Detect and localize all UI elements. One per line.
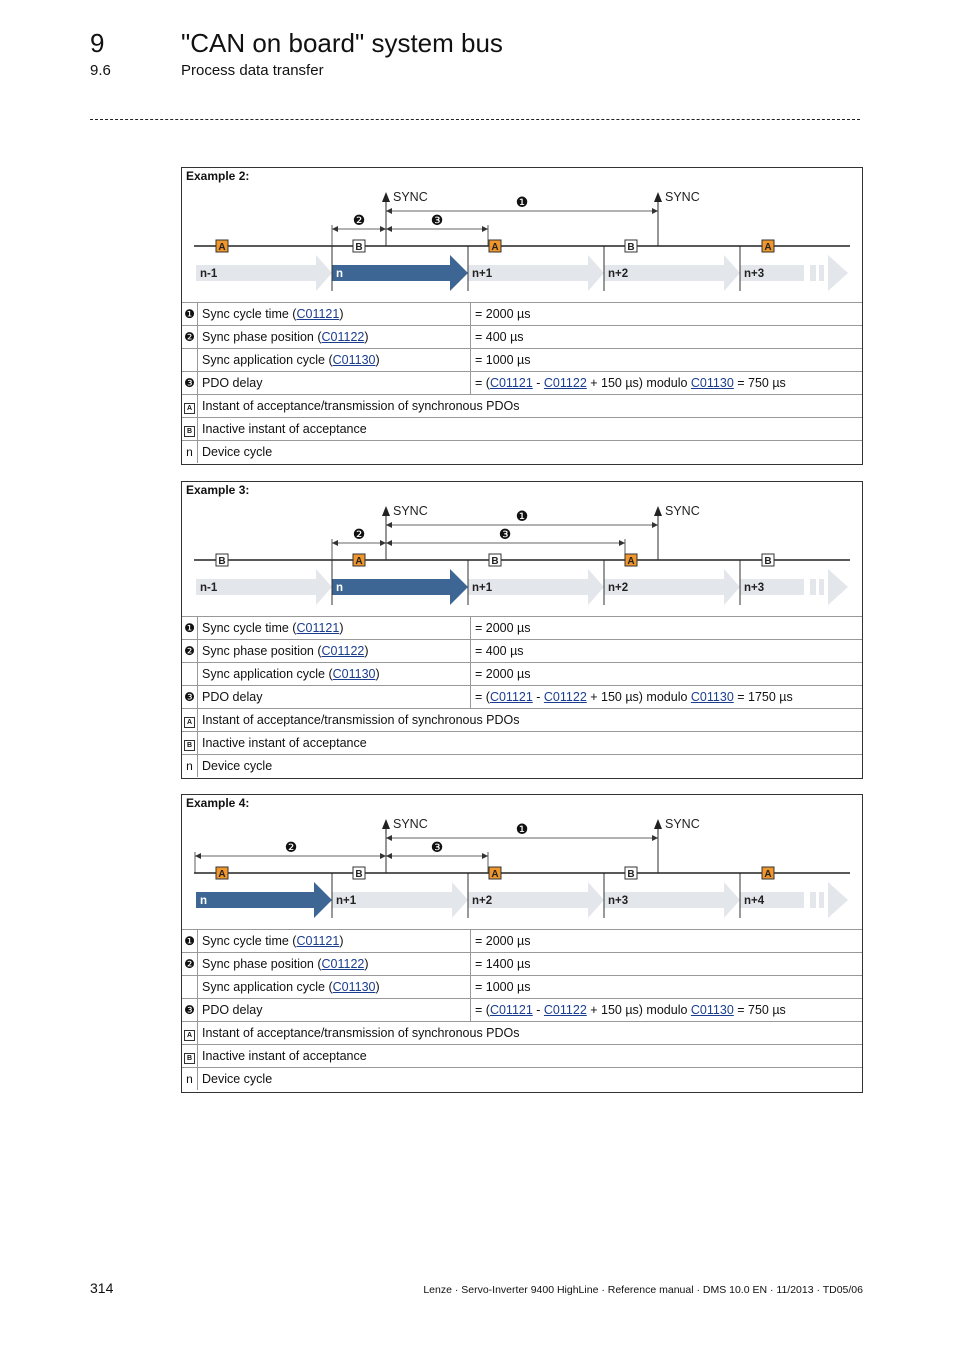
row-symbol <box>182 999 198 1022</box>
row-value <box>471 349 863 372</box>
table-row <box>182 976 862 999</box>
row-description <box>198 732 863 755</box>
table-row <box>182 617 862 640</box>
description-suffix: ) <box>364 644 369 658</box>
row-description <box>198 953 471 976</box>
row-description <box>198 930 471 953</box>
dimension-symbol: ❸ <box>498 526 512 542</box>
pdo-delay-result: = 750 µs <box>733 1003 786 1017</box>
description-text: Device cycle <box>202 1072 273 1086</box>
table-row <box>182 326 862 349</box>
example-title: Example 2: <box>186 169 250 183</box>
description-text: Inactive instant of acceptance <box>202 736 367 750</box>
row-description <box>198 999 471 1022</box>
formula-text: + 150 µs) modulo <box>586 1003 691 1017</box>
code-link[interactable]: C01121 <box>489 376 533 390</box>
row-description <box>198 441 863 464</box>
description-text: Sync cycle time ( <box>202 621 297 635</box>
timing-diagram <box>182 168 862 302</box>
row-value <box>471 640 863 663</box>
row-description <box>198 418 863 441</box>
row-description <box>198 1045 863 1068</box>
cycle-arrow-head <box>828 255 848 291</box>
row-symbol <box>182 976 198 999</box>
row-symbol <box>182 1022 198 1045</box>
code-link[interactable]: C01121 <box>296 934 340 948</box>
row-symbol <box>182 617 198 640</box>
value-text: = 400 µs <box>475 330 524 344</box>
description-text: Sync phase position ( <box>202 644 322 658</box>
row-description <box>198 1068 863 1091</box>
table-row <box>182 395 862 418</box>
row-symbol <box>182 640 198 663</box>
cycle-arrow-head <box>828 569 848 605</box>
description-text: Device cycle <box>202 445 273 459</box>
cycle-arrow-dash <box>810 265 816 281</box>
cycle-arrow-dash <box>819 265 824 281</box>
code-link[interactable]: C01130 <box>690 1003 734 1017</box>
sync-label: SYNC <box>665 190 700 204</box>
row-description <box>198 1022 863 1045</box>
code-link[interactable]: C01121 <box>296 307 340 321</box>
row-description <box>198 372 471 395</box>
marker-label: B <box>355 869 363 880</box>
example-title: Example 4: <box>186 796 250 810</box>
row-symbol <box>182 755 198 778</box>
cycle-label: n+1 <box>472 268 493 280</box>
row-description <box>198 755 863 778</box>
marker-label: A <box>218 242 226 253</box>
marker-label: A <box>627 556 635 567</box>
cycle-label: n+1 <box>472 582 493 594</box>
cycle-label: n+2 <box>608 582 629 594</box>
cycle-label: n+1 <box>336 895 357 907</box>
code-link[interactable]: C01130 <box>690 690 734 704</box>
table-row <box>182 953 862 976</box>
table-row <box>182 1068 862 1091</box>
sync-arrow-icon <box>654 192 662 202</box>
row-symbol <box>182 953 198 976</box>
code-link[interactable]: C01122 <box>321 330 365 344</box>
marker-label: B <box>491 556 499 567</box>
row-description <box>198 395 863 418</box>
table-row <box>182 999 862 1022</box>
sync-label: SYNC <box>665 504 700 518</box>
table-row <box>182 732 862 755</box>
description-text: Inactive instant of acceptance <box>202 422 367 436</box>
row-symbol-text: ❶ <box>184 307 195 321</box>
sync-arrow-icon <box>382 819 390 829</box>
active-cycle-arrow <box>332 255 468 291</box>
table-row <box>182 1045 862 1068</box>
description-text: PDO delay <box>202 690 263 704</box>
row-value <box>471 303 863 326</box>
description-suffix: ) <box>364 330 369 344</box>
row-symbol-text: ❶ <box>184 934 195 948</box>
row-symbol-text: ❸ <box>184 1003 195 1017</box>
formula-text: - <box>532 1003 544 1017</box>
formula-text: + 150 µs) modulo <box>586 690 691 704</box>
code-link[interactable]: C01121 <box>489 1003 533 1017</box>
code-link[interactable]: C01122 <box>543 1003 587 1017</box>
row-symbol <box>182 372 198 395</box>
formula-text: = ( <box>475 690 490 704</box>
value-text: = 1000 µs <box>475 980 531 994</box>
description-suffix: ) <box>375 667 380 681</box>
row-symbol <box>182 709 198 732</box>
cycle-label: n+2 <box>608 268 629 280</box>
dimension-symbol: ❷ <box>284 839 298 855</box>
row-symbol <box>182 418 198 441</box>
sync-arrow-icon <box>654 506 662 516</box>
row-symbol <box>182 326 198 349</box>
row-symbol-text: ❸ <box>184 376 195 390</box>
description-text: Sync application cycle ( <box>202 980 333 994</box>
footer-text: Lenze · Servo-Inverter 9400 HighLine · Reference manual · DMS 10.0 EN · 11/2013 · TD05/06 <box>423 1284 863 1296</box>
code-link[interactable]: C01130 <box>332 980 376 994</box>
value-text: = 400 µs <box>475 644 524 658</box>
cycle-label: n+4 <box>744 895 765 907</box>
example-box <box>181 794 863 1093</box>
formula-text: - <box>532 690 544 704</box>
active-cycle-arrow <box>196 882 332 918</box>
marker-label: B <box>627 869 635 880</box>
row-symbol <box>182 930 198 953</box>
legend-table <box>182 616 862 777</box>
cycle-arrow-dash <box>810 579 816 595</box>
row-description <box>198 617 471 640</box>
code-link[interactable]: C01122 <box>321 957 365 971</box>
description-text: PDO delay <box>202 376 263 390</box>
row-value <box>471 999 863 1022</box>
marker-box-icon: A <box>184 1030 195 1041</box>
active-cycle-arrow <box>332 569 468 605</box>
marker-box-icon: A <box>184 717 195 728</box>
code-link[interactable]: C01130 <box>332 353 376 367</box>
row-description <box>198 326 471 349</box>
table-row <box>182 303 862 326</box>
chapter-number: 9 <box>90 28 105 58</box>
row-symbol-text: n <box>186 445 193 459</box>
sync-label: SYNC <box>393 190 428 204</box>
section-title: Process data transfer <box>181 62 324 79</box>
row-value <box>471 686 863 709</box>
marker-box-icon: B <box>184 426 195 437</box>
description-text: Sync cycle time ( <box>202 307 297 321</box>
page-number: 314 <box>90 1280 114 1296</box>
row-symbol <box>182 686 198 709</box>
row-value <box>471 663 863 686</box>
example-box <box>181 481 863 779</box>
row-symbol-text: ❸ <box>184 690 195 704</box>
row-value <box>471 976 863 999</box>
timing-diagram <box>182 795 862 929</box>
description-suffix: ) <box>364 957 369 971</box>
chapter-title: "CAN on board" system bus <box>181 28 503 58</box>
description-text: Instant of acceptance/transmission of synchronous PDOs <box>202 1026 520 1040</box>
row-symbol <box>182 441 198 464</box>
pdo-delay-result: = 750 µs <box>733 376 786 390</box>
row-symbol-text: n <box>186 1072 193 1086</box>
cycle-arrow-dash <box>810 892 816 908</box>
value-text: = 1400 µs <box>475 957 531 971</box>
description-suffix: ) <box>339 621 344 635</box>
description-text: Instant of acceptance/transmission of synchronous PDOs <box>202 713 520 727</box>
dimension-symbol: ❶ <box>515 508 529 524</box>
row-value <box>471 953 863 976</box>
table-row <box>182 930 862 953</box>
header-divider <box>90 119 860 120</box>
row-value <box>471 326 863 349</box>
marker-label: B <box>627 242 635 253</box>
row-description <box>198 709 863 732</box>
row-symbol <box>182 395 198 418</box>
cycle-label: n+3 <box>744 582 765 594</box>
marker-label: B <box>218 556 226 567</box>
marker-box-icon: A <box>184 403 195 414</box>
description-suffix: ) <box>375 353 380 367</box>
row-symbol-text: n <box>186 759 193 773</box>
cycle-arrow-head <box>828 882 848 918</box>
marker-label: A <box>355 556 363 567</box>
row-symbol-text: ❷ <box>184 330 195 344</box>
row-value <box>471 372 863 395</box>
description-text: Sync phase position ( <box>202 330 322 344</box>
description-text: Sync phase position ( <box>202 957 322 971</box>
code-link[interactable]: C01130 <box>690 376 734 390</box>
sync-arrow-icon <box>382 506 390 516</box>
timing-diagram <box>182 482 862 616</box>
marker-label: B <box>355 242 363 253</box>
description-text: Device cycle <box>202 759 273 773</box>
marker-box-icon: B <box>184 1053 195 1064</box>
row-value <box>471 930 863 953</box>
description-suffix: ) <box>375 980 380 994</box>
cycle-label: n <box>200 895 208 907</box>
description-text: Sync cycle time ( <box>202 934 297 948</box>
row-description <box>198 663 471 686</box>
description-text: Sync application cycle ( <box>202 353 333 367</box>
table-row <box>182 349 862 372</box>
dimension-symbol: ❸ <box>430 212 444 228</box>
row-symbol <box>182 1068 198 1091</box>
row-description <box>198 640 471 663</box>
dimension-symbol: ❸ <box>430 839 444 855</box>
row-description <box>198 349 471 372</box>
value-text: = 1000 µs <box>475 353 531 367</box>
dimension-symbol: ❷ <box>352 212 366 228</box>
marker-label: A <box>764 242 772 253</box>
code-link[interactable]: C01121 <box>489 690 533 704</box>
cycle-arrow-dash <box>819 579 824 595</box>
sync-arrow-icon <box>382 192 390 202</box>
cycle-label: n <box>336 582 344 594</box>
dimension-symbol: ❷ <box>352 526 366 542</box>
section-number: 9.6 <box>90 62 111 79</box>
row-symbol <box>182 732 198 755</box>
formula-text: - <box>532 376 544 390</box>
table-row <box>182 372 862 395</box>
cycle-arrow-dash <box>819 892 824 908</box>
cycle-label: n-1 <box>200 268 218 280</box>
value-text: = 2000 µs <box>475 307 531 321</box>
legend-table <box>182 929 862 1090</box>
cycle-label: n-1 <box>200 582 218 594</box>
dimension-symbol: ❶ <box>515 821 529 837</box>
row-symbol-text: ❷ <box>184 957 195 971</box>
cycle-label: n+3 <box>744 268 765 280</box>
table-row <box>182 686 862 709</box>
row-symbol <box>182 663 198 686</box>
marker-label: A <box>218 869 226 880</box>
row-value <box>471 617 863 640</box>
row-description <box>198 303 471 326</box>
description-text: Inactive instant of acceptance <box>202 1049 367 1063</box>
table-row <box>182 418 862 441</box>
value-text: = 2000 µs <box>475 621 531 635</box>
formula-text: = ( <box>475 1003 490 1017</box>
table-row <box>182 1022 862 1045</box>
description-suffix: ) <box>339 307 344 321</box>
marker-label: A <box>491 242 499 253</box>
pdo-delay-result: = 1750 µs <box>733 690 793 704</box>
code-link[interactable]: C01122 <box>543 690 587 704</box>
row-symbol <box>182 1045 198 1068</box>
table-row <box>182 709 862 732</box>
code-link[interactable]: C01130 <box>332 667 376 681</box>
marker-label: A <box>491 869 499 880</box>
row-symbol-text: ❶ <box>184 621 195 635</box>
table-row <box>182 755 862 778</box>
table-row <box>182 663 862 686</box>
cycle-label: n+3 <box>608 895 629 907</box>
row-symbol <box>182 349 198 372</box>
row-symbol <box>182 303 198 326</box>
cycle-label: n+2 <box>472 895 493 907</box>
legend-table <box>182 302 862 463</box>
example-title: Example 3: <box>186 483 250 497</box>
sync-arrow-icon <box>654 819 662 829</box>
code-link[interactable]: C01121 <box>296 621 340 635</box>
value-text: = 2000 µs <box>475 667 531 681</box>
description-suffix: ) <box>339 934 344 948</box>
formula-text: + 150 µs) modulo <box>586 376 691 390</box>
sync-label: SYNC <box>393 817 428 831</box>
code-link[interactable]: C01122 <box>543 376 587 390</box>
code-link[interactable]: C01122 <box>321 644 365 658</box>
table-row <box>182 441 862 464</box>
marker-label: B <box>764 556 772 567</box>
row-description <box>198 976 471 999</box>
description-text: Instant of acceptance/transmission of synchronous PDOs <box>202 399 520 413</box>
description-text: PDO delay <box>202 1003 263 1017</box>
sync-label: SYNC <box>393 504 428 518</box>
cycle-label: n <box>336 268 344 280</box>
dimension-symbol: ❶ <box>515 194 529 210</box>
table-row <box>182 640 862 663</box>
example-box <box>181 167 863 465</box>
formula-text: = ( <box>475 376 490 390</box>
sync-label: SYNC <box>665 817 700 831</box>
marker-label: A <box>764 869 772 880</box>
row-description <box>198 686 471 709</box>
row-symbol-text: ❷ <box>184 644 195 658</box>
marker-box-icon: B <box>184 740 195 751</box>
description-text: Sync application cycle ( <box>202 667 333 681</box>
value-text: = 2000 µs <box>475 934 531 948</box>
